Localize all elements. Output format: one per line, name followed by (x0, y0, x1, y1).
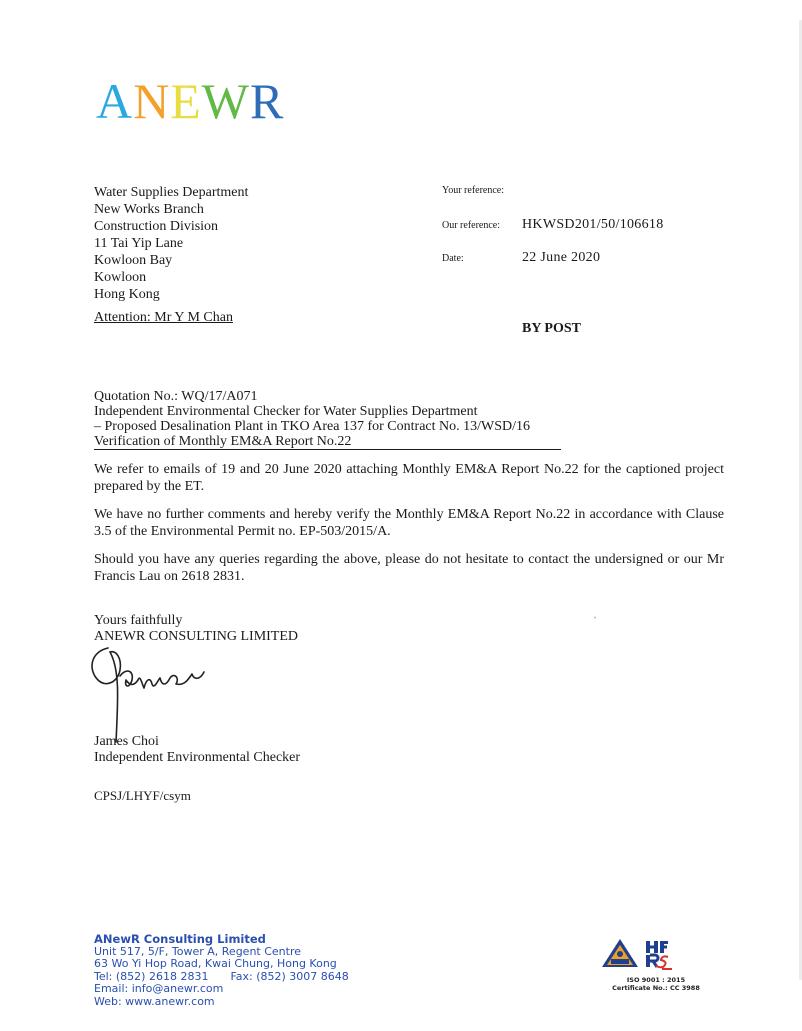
certification-marks (596, 937, 716, 992)
certification-logo-icon (596, 937, 716, 971)
address-line: Kowloon Bay (94, 253, 173, 268)
our-reference-label: Our reference: (442, 220, 501, 231)
subject-block (94, 389, 561, 450)
date-label: Date: (442, 253, 464, 264)
footer-tel: Tel: (852) 2618 2831 (94, 969, 209, 983)
signer-title: Independent Environmental Checker (94, 750, 301, 765)
attention-line: Attention: Mr Y M Chan (94, 310, 233, 325)
certificate-number: Certificate No.: CC 3988 (612, 984, 700, 992)
subject-line: Independent Environmental Checker for Water Supplies Department (94, 404, 478, 419)
footer-company-name: ANewR Consulting Limited (94, 932, 266, 946)
date-value: 22 June 2020 (522, 250, 601, 265)
signer-block (94, 734, 300, 766)
footer-email: Email: info@anewr.com (94, 982, 224, 995)
logo-letter: A (96, 73, 134, 129)
logo-letter: E (170, 73, 202, 129)
subject-line: – Proposed Desalination Plant in TKO Area 137 for Contract No. 13/WSD/16 (94, 419, 531, 434)
address-line: New Works Branch (94, 202, 204, 217)
subject-line: Quotation No.: WQ/17/A071 (94, 389, 258, 404)
footer-fax: Fax: (852) 3007 8648 (230, 969, 349, 983)
scan-speck (592, 616, 598, 619)
logo-letter: R (249, 73, 285, 129)
logo-letter: N (133, 73, 171, 129)
footer-web: Web: www.anewr.com (94, 994, 215, 1008)
salutation: Yours faithfully (94, 613, 183, 628)
address-line: Construction Division (94, 219, 219, 234)
body-paragraph: We refer to emails of 19 and 20 June 2020 attaching Monthly EM&A Report No.22 for the captioned project prepared by the ET. (94, 462, 724, 494)
logo-letter: W (201, 73, 250, 129)
letterhead-footer (94, 933, 349, 1008)
recipient-address (94, 184, 248, 303)
body-paragraph: Should you have any queries regarding the above, please do not hesitate to contact the undersigned or our Mr Francis Lau on 2618 2831. (94, 552, 724, 584)
your-reference-label: Your reference: (442, 185, 505, 196)
our-reference-value: HKWSD201/50/106618 (522, 217, 664, 232)
address-line: Hong Kong (94, 287, 160, 302)
address-line: 11 Tai Yip Lane (94, 236, 184, 251)
footer-address-line: 63 Wo Yi Hop Road, Kwai Chung, Hong Kong (94, 957, 337, 970)
reference-initials: CPSJ/LHYF/csym (94, 788, 191, 803)
iso-standard: ISO 9001 : 2015 (626, 976, 686, 984)
address-line: Water Supplies Department (94, 185, 249, 200)
subject-underlined-line: Verification of Monthly EM&A Report No.22 (94, 434, 561, 450)
by-post-notice: BY POST (522, 321, 581, 336)
address-line: Kowloon (94, 270, 147, 285)
footer-address-line: Unit 517, 5/F, Tower A, Regent Centre (94, 944, 302, 958)
body-paragraph: We have no further comments and hereby verify the Monthly EM&A Report No.22 in accordance with Clause 3.5 of the Environmental Permit no. EP-503/2015/A. (94, 507, 724, 539)
company-signoff: ANEWR CONSULTING LIMITED (94, 629, 299, 644)
signer-name: James Choi (94, 734, 159, 749)
company-logo (96, 73, 285, 129)
